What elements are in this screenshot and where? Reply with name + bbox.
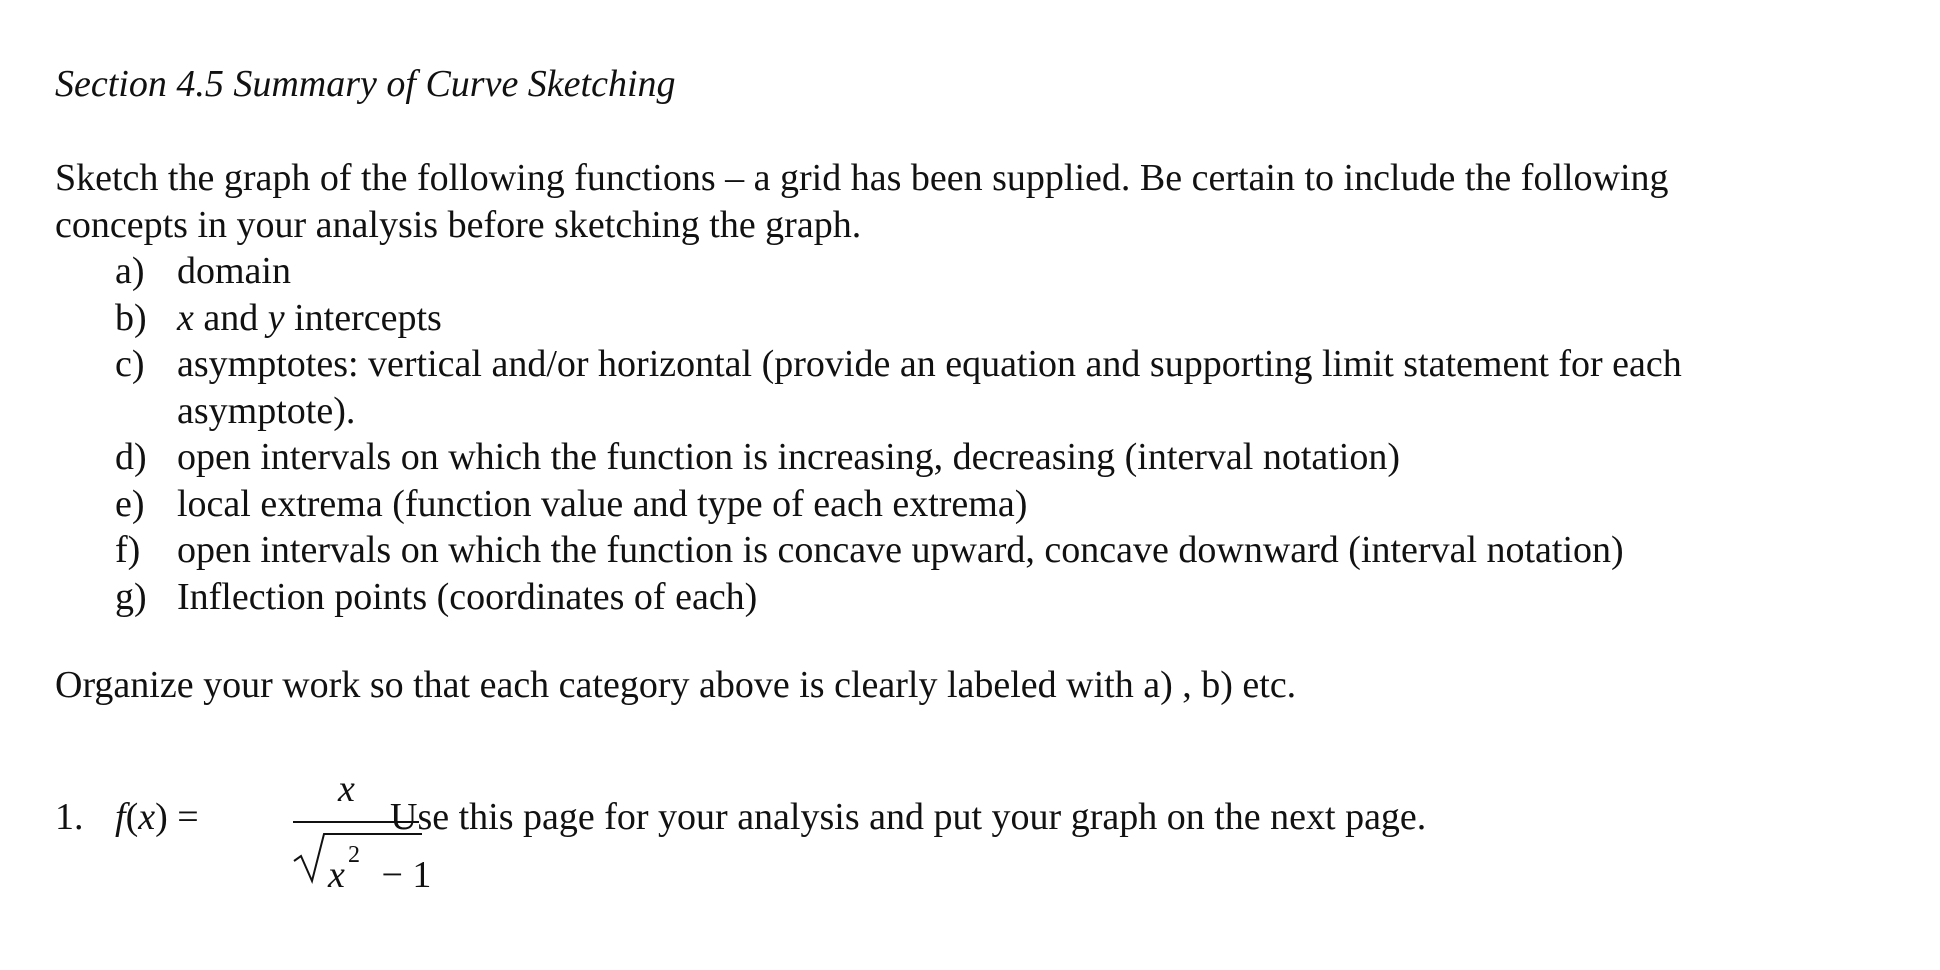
list-marker: e) (115, 482, 145, 525)
list-item-text-line-1: asymptotes: vertical and/or horizontal (provide an equation and supporting limit statement for each (177, 343, 1682, 385)
fraction-numerator: x (338, 768, 355, 810)
list-item-text (177, 341, 1682, 434)
denominator-exponent: 2 (348, 842, 360, 868)
list-marker: b) (115, 296, 147, 339)
section-title: Section 4.5 Summary of Curve Sketching (55, 63, 676, 105)
organize-instruction: Organize your work so that each category above is clearly labeled with a) , b) etc. (55, 664, 1297, 706)
x-variable: x (177, 296, 194, 339)
list-marker: d) (115, 436, 147, 478)
problem-1 (55, 765, 1655, 896)
intercepts-word: intercepts (284, 296, 442, 339)
list-item-text-line-2: asymptote). (177, 389, 356, 432)
equation-lhs (115, 795, 199, 839)
argument-variable: x (138, 796, 156, 838)
list-item-text: domain (177, 250, 291, 292)
list-marker: g) (115, 575, 147, 618)
intro-paragraph (55, 155, 1669, 249)
problem-number: 1. (55, 796, 84, 838)
list-item-text: local extrema (function value and type of each extrema) (177, 482, 1028, 525)
list-item-text (177, 295, 442, 342)
problem-instruction: Use this page for your analysis and put your graph on the next page. (390, 796, 1427, 838)
y-variable: y (267, 296, 285, 339)
intro-line-1: Sketch the graph of the following functions – a grid has been supplied. Be certain to include the following (55, 157, 1669, 199)
close-paren-equals: ) = (155, 796, 199, 838)
list-item-text: Inflection points (coordinates of each) (177, 575, 758, 618)
list-marker: f) (115, 529, 141, 571)
list-item-text: open intervals on which the function is increasing, decreasing (interval notation) (177, 436, 1401, 478)
denominator-variable: x (328, 854, 345, 896)
and-word: and (193, 296, 268, 339)
list-marker: c) (115, 343, 145, 385)
open-paren: ( (125, 796, 139, 838)
list-marker: a) (115, 250, 145, 292)
function-name: f (115, 796, 126, 838)
denominator-minus-one: − 1 (372, 854, 432, 896)
intro-line-2: concepts in your analysis before sketching the graph. (55, 204, 862, 246)
list-item-text: open intervals on which the function is concave upward, concave downward (interval notation) (177, 529, 1624, 571)
function-equation (115, 765, 432, 896)
